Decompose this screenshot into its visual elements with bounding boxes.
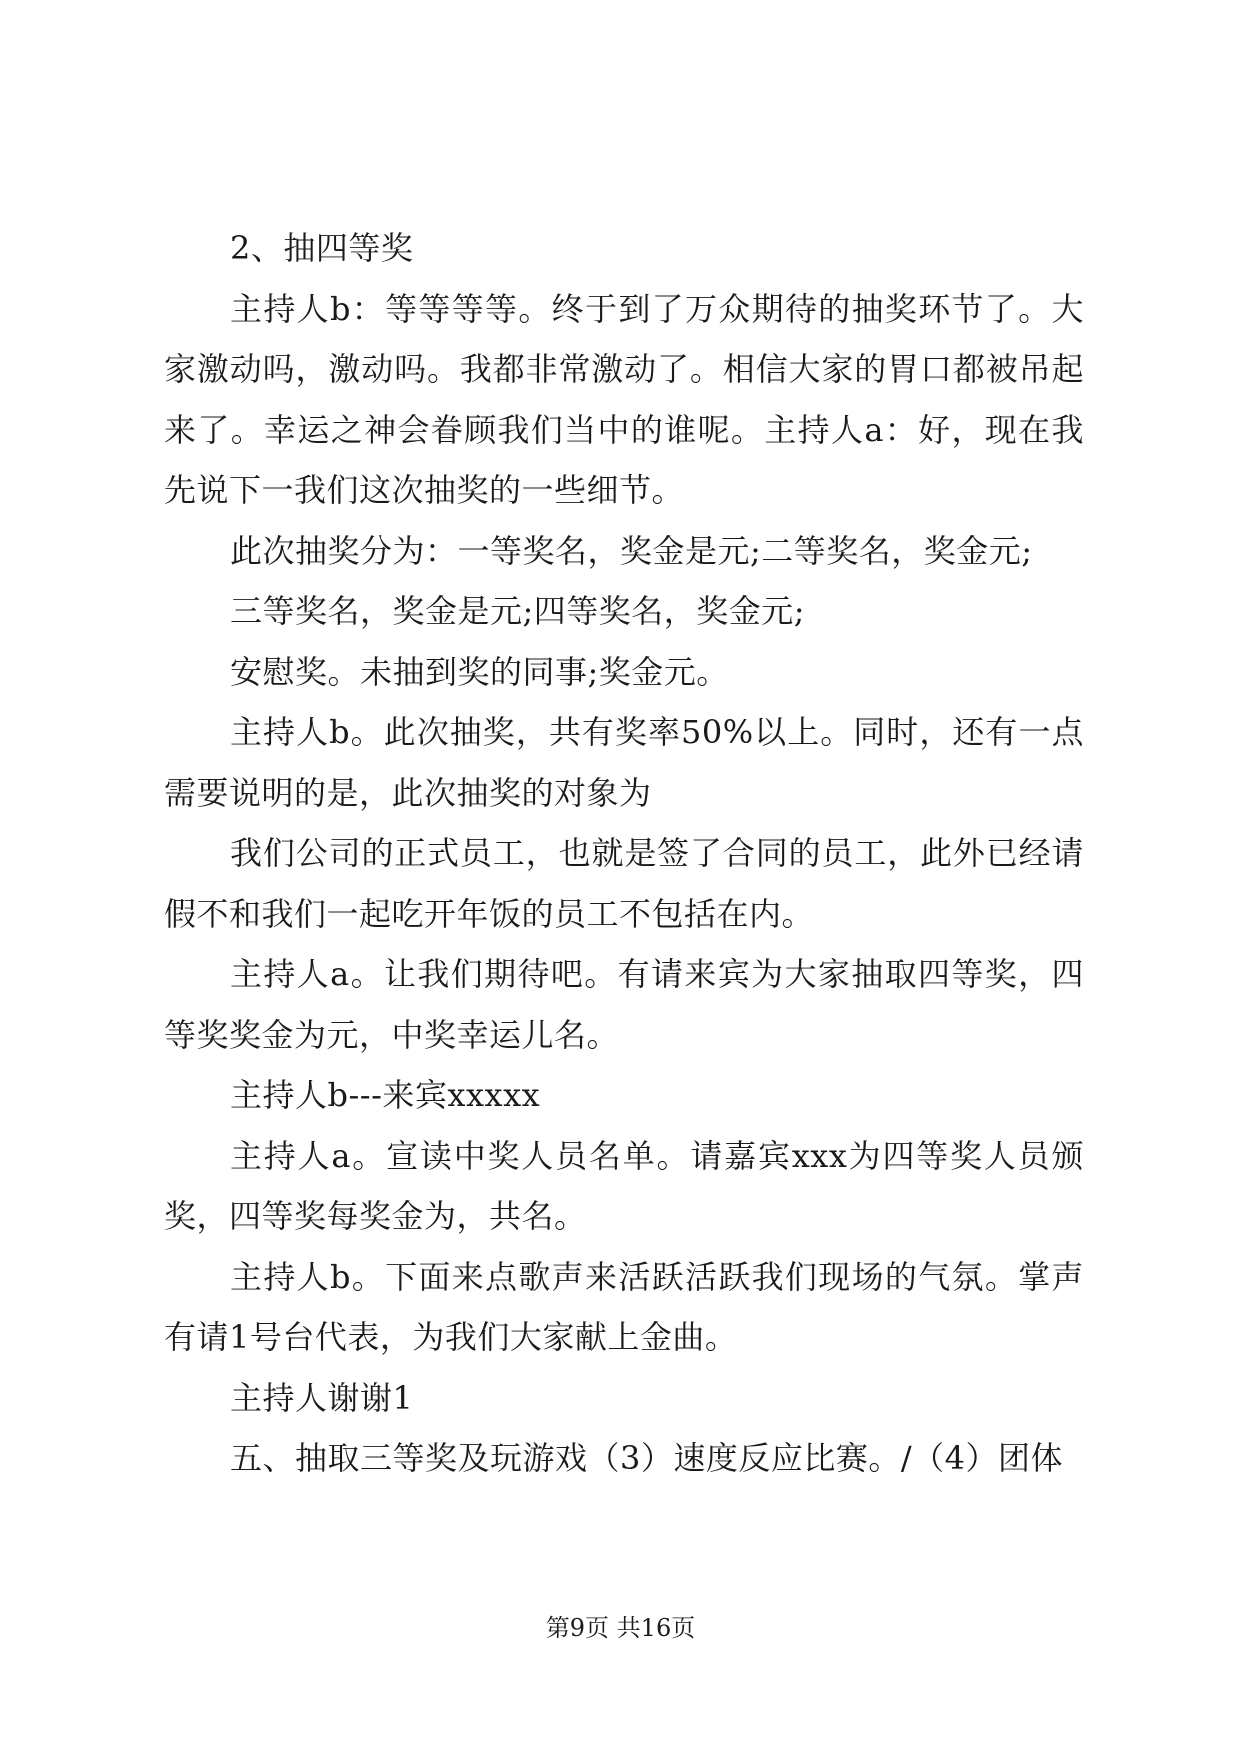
paragraph-host-a-winners: 主持人a。宣读中奖人员名单。请嘉宾xxx为四等奖人员颁奖，四等奖每奖金为，共名。: [164, 1136, 1084, 1235]
paragraph-host-a-draw: 主持人a。让我们期待吧。有请来宾为大家抽取四等奖，四等奖奖金为元，中奖幸运儿名。: [164, 955, 1084, 1054]
document-body: [164, 218, 1084, 1489]
page-number-footer: 第9页 共16页: [545, 1614, 696, 1642]
paragraph-consolation-prize: 安慰奖。未抽到奖的同事;奖金元。: [230, 652, 729, 691]
paragraph-host-thanks: 主持人谢谢1: [230, 1378, 414, 1417]
paragraph-prize-tiers-2: 三等奖名，奖金是元;四等奖名，奖金元;: [230, 592, 806, 630]
paragraph-prize-tiers-1: 此次抽奖分为：一等奖名，奖金是元;二等奖名，奖金元;: [230, 531, 1033, 570]
paragraph-eligibility: 我们公司的正式员工，也就是签了合同的员工，此外已经请假不和我们一起吃开年饭的员工不包括在内。: [164, 834, 1084, 933]
paragraph-heading-fourth-prize: 2、抽四等奖: [230, 229, 414, 267]
paragraph-host-b-intro: 主持人b：等等等等。终于到了万众期待的抽奖环节了。大家激动吗，激动吗。我都非常激动了。相信大家的胃口都被吊起来了。幸运之神会眷顾我们当中的谁呢。主持人a：好，现在我先说下一我们这次抽奖的一些细节。: [164, 289, 1084, 509]
paragraph-host-b-guest: 主持人b---来宾xxxxx: [230, 1076, 541, 1114]
paragraph-host-b-rate: 主持人b。此次抽奖，共有奖率50%以上。同时，还有一点需要说明的是，此次抽奖的对象为: [164, 713, 1084, 812]
paragraph-host-b-song: 主持人b。下面来点歌声来活跃活跃我们现场的气氛。掌声有请1号台代表，为我们大家献上金曲。: [164, 1257, 1084, 1356]
paragraph-section-five: 五、抽取三等奖及玩游戏（3）速度反应比赛。/（4）团体: [230, 1439, 1064, 1477]
